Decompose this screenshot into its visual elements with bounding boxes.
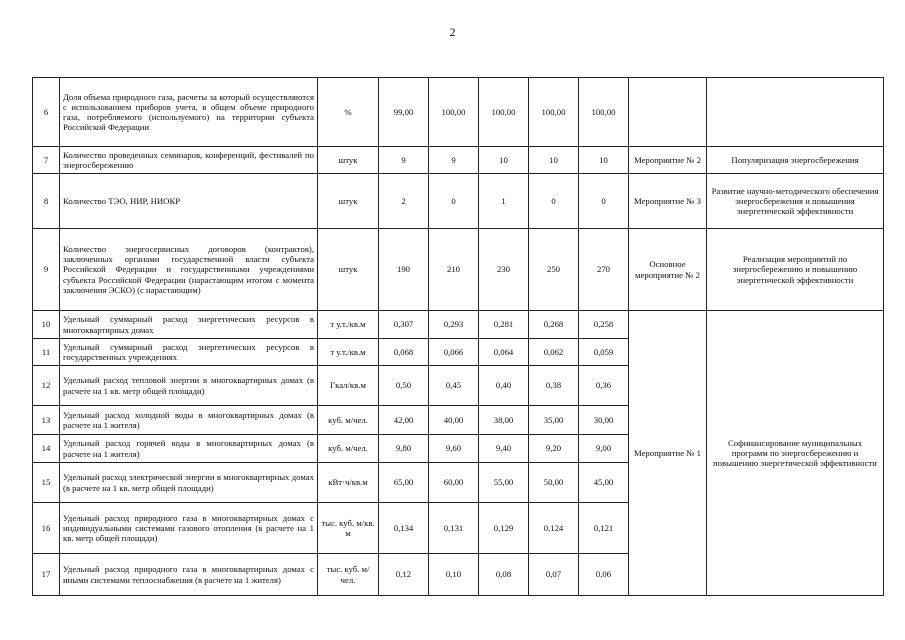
indicator-name: Доля объема природного газа, расчеты за который осуществляются с использованием приборов учета, в общем объеме природного газа, потребляемого (используемого) на территории субъекта Российской Федерации — [60, 78, 318, 147]
row-number: 15 — [33, 463, 60, 503]
unit-cell: тыс. куб. м/чел. — [318, 554, 379, 596]
value-cell: 9,40 — [479, 435, 529, 463]
value-cell: 65,00 — [379, 463, 429, 503]
row-number: 12 — [33, 366, 60, 406]
value-cell: 0,10 — [429, 554, 479, 596]
goal-cell: Софинансирование муниципальных программ по энергосбережению и повышению энергетической эффективности — [707, 311, 884, 596]
value-cell: 35,00 — [529, 406, 579, 435]
value-cell: 0,062 — [529, 339, 579, 366]
value-cell: 0,293 — [429, 311, 479, 339]
value-cell: 9 — [429, 147, 479, 174]
value-cell: 0,258 — [579, 311, 629, 339]
value-cell: 0,45 — [429, 366, 479, 406]
value-cell: 0,36 — [579, 366, 629, 406]
value-cell: 100,00 — [529, 78, 579, 147]
row-number: 9 — [33, 229, 60, 311]
indicator-name: Удельный суммарный расход энергетических ресурсов в государственных учреждениях — [60, 339, 318, 366]
unit-cell: т у.т./кв.м — [318, 339, 379, 366]
unit-cell: штук — [318, 174, 379, 229]
value-cell: 10 — [479, 147, 529, 174]
table-row — [33, 174, 884, 229]
row-number: 7 — [33, 147, 60, 174]
measure-cell: Мероприятие № 1 — [629, 311, 707, 596]
indicator-name: Удельный расход природного газа в многоквартирных домах с индивидуальными системами газового отопления (в расчете на 1 кв. метр общей площади) — [60, 503, 318, 554]
value-cell: 0,066 — [429, 339, 479, 366]
unit-cell: кВт·ч/кв.м — [318, 463, 379, 503]
indicator-name: Удельный суммарный расход энергетических ресурсов в многоквартирных домах — [60, 311, 318, 339]
value-cell: 0 — [579, 174, 629, 229]
value-cell: 38,00 — [479, 406, 529, 435]
value-cell: 100,00 — [429, 78, 479, 147]
value-cell: 9 — [379, 147, 429, 174]
row-number: 11 — [33, 339, 60, 366]
unit-cell: куб. м/чел. — [318, 406, 379, 435]
value-cell: 55,00 — [479, 463, 529, 503]
indicators-table — [32, 77, 884, 596]
value-cell: 100,00 — [579, 78, 629, 147]
table-row — [33, 311, 884, 339]
value-cell: 0,121 — [579, 503, 629, 554]
unit-cell: тыс. куб. м/кв. м — [318, 503, 379, 554]
goal-cell: Развитие научно-методического обеспечения энергосбережения и повышения энергетической эффективности — [707, 174, 884, 229]
unit-cell: т у.т./кв.м — [318, 311, 379, 339]
value-cell: 210 — [429, 229, 479, 311]
value-cell: 0,124 — [529, 503, 579, 554]
row-number: 13 — [33, 406, 60, 435]
value-cell: 30,00 — [579, 406, 629, 435]
value-cell: 0 — [429, 174, 479, 229]
indicator-name: Удельный расход природного газа в многоквартирных домах с иными системами теплоснабжения (в расчете на 1 жителя) — [60, 554, 318, 596]
value-cell: 0,50 — [379, 366, 429, 406]
value-cell: 40,00 — [429, 406, 479, 435]
value-cell: 9,00 — [579, 435, 629, 463]
value-cell: 60,00 — [429, 463, 479, 503]
value-cell: 9,20 — [529, 435, 579, 463]
indicator-name: Удельный расход тепловой энергии в многоквартирных домах (в расчете на 1 кв. метр общей площади) — [60, 366, 318, 406]
value-cell: 270 — [579, 229, 629, 311]
value-cell: 10 — [579, 147, 629, 174]
measure-cell: Мероприятие № 2 — [629, 147, 707, 174]
row-number: 17 — [33, 554, 60, 596]
indicator-name: Количество энергосервисных договоров (контрактов), заключенных органами государственной власти субъекта Российской Федерации и государственными учреждениями субъекта Российской Федерации (нарастающим итогом с момента заключения ЭСКО) (с нарастающим) — [60, 229, 318, 311]
value-cell: 0,068 — [379, 339, 429, 366]
indicator-name: Удельный расход электрической энергии в многоквартирных домах (в расчете на 1 кв. метр общей площади) — [60, 463, 318, 503]
table-row — [33, 147, 884, 174]
value-cell: 0,064 — [479, 339, 529, 366]
value-cell: 0,131 — [429, 503, 479, 554]
value-cell: 1 — [479, 174, 529, 229]
value-cell: 230 — [479, 229, 529, 311]
value-cell: 0,06 — [579, 554, 629, 596]
table-row — [33, 229, 884, 311]
value-cell: 190 — [379, 229, 429, 311]
value-cell: 42,00 — [379, 406, 429, 435]
measure-cell: Основное мероприятие № 2 — [629, 229, 707, 311]
value-cell: 0,38 — [529, 366, 579, 406]
value-cell: 0,268 — [529, 311, 579, 339]
value-cell: 0,134 — [379, 503, 429, 554]
value-cell: 10 — [529, 147, 579, 174]
row-number: 8 — [33, 174, 60, 229]
goal-cell: Популяризация энергосбережения — [707, 147, 884, 174]
value-cell: 9,60 — [429, 435, 479, 463]
goal-cell: Реализация мероприятий по энергосбережению и повышению энергетической эффективности — [707, 229, 884, 311]
indicator-name: Количество ТЭО, НИР, НИОКР — [60, 174, 318, 229]
unit-cell: куб. м/чел. — [318, 435, 379, 463]
table-row — [33, 78, 884, 147]
unit-cell: Гкал/кв.м — [318, 366, 379, 406]
value-cell: 0,12 — [379, 554, 429, 596]
unit-cell: % — [318, 78, 379, 147]
indicator-name: Количество проведенных семинаров, конференций, фестивалей по энергосбережению — [60, 147, 318, 174]
value-cell: 0,281 — [479, 311, 529, 339]
value-cell: 9,80 — [379, 435, 429, 463]
unit-cell: штук — [318, 147, 379, 174]
value-cell: 0 — [529, 174, 579, 229]
page-number: 2 — [449, 25, 456, 39]
measure-cell: Мероприятие № 3 — [629, 174, 707, 229]
value-cell: 250 — [529, 229, 579, 311]
measure-cell — [629, 78, 707, 147]
row-number: 6 — [33, 78, 60, 147]
goal-cell — [707, 78, 884, 147]
value-cell: 0,40 — [479, 366, 529, 406]
unit-cell: штук — [318, 229, 379, 311]
row-number: 10 — [33, 311, 60, 339]
indicator-name: Удельный расход горячей воды в многоквартирных домах (в расчете на 1 жителя) — [60, 435, 318, 463]
value-cell: 50,00 — [529, 463, 579, 503]
value-cell: 0,129 — [479, 503, 529, 554]
value-cell: 0,307 — [379, 311, 429, 339]
row-number: 14 — [33, 435, 60, 463]
value-cell: 100,00 — [479, 78, 529, 147]
row-number: 16 — [33, 503, 60, 554]
value-cell: 2 — [379, 174, 429, 229]
value-cell: 0,07 — [529, 554, 579, 596]
value-cell: 0,08 — [479, 554, 529, 596]
value-cell: 99,00 — [379, 78, 429, 147]
value-cell: 45,00 — [579, 463, 629, 503]
value-cell: 0,059 — [579, 339, 629, 366]
indicator-name: Удельный расход холодной воды в многоквартирных домах (в расчете на 1 жителя) — [60, 406, 318, 435]
